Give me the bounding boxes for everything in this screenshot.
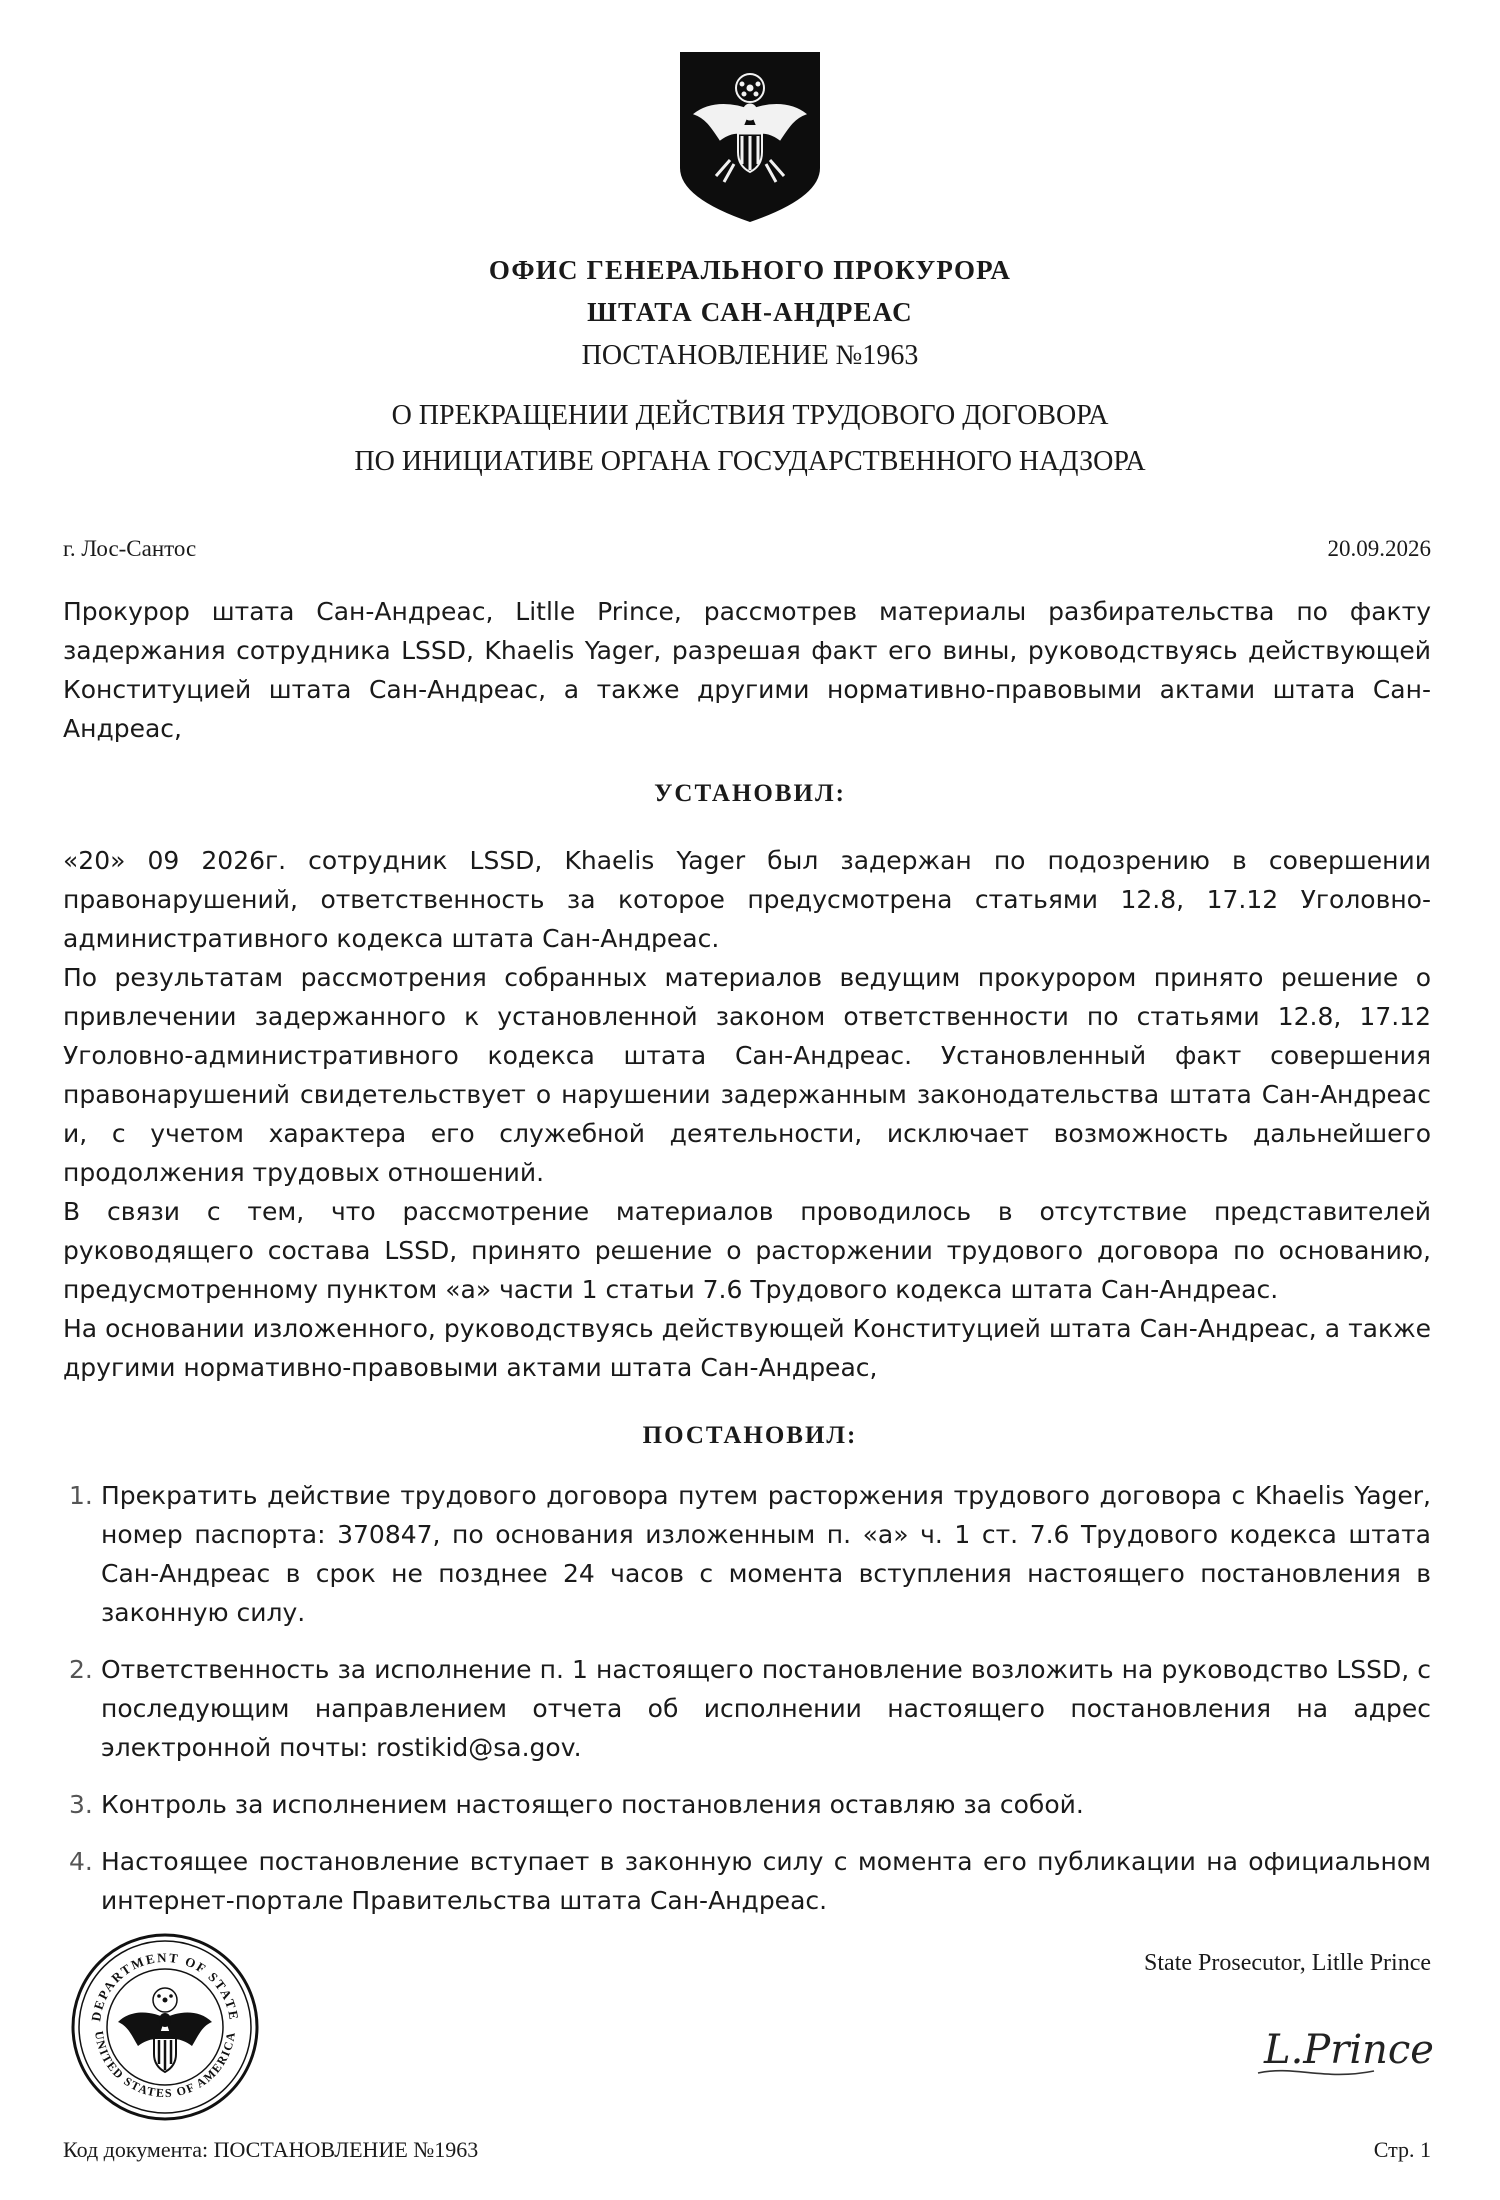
decision-number: 4.	[69, 1847, 93, 1876]
established-paragraph-1: «20» 09 2026г. сотрудник LSSD, Khaelis Yager был задержан по подозрению в совершении правонарушений, ответственность за которое предусмотрена статьями 12.8, 17.12 Уголовно-административного кодекса штата Сан-Андреас.	[63, 846, 1431, 953]
page-number: Стр. 1	[1373, 2137, 1431, 2162]
office-title-line1: ОФИС ГЕНЕРАЛЬНОГО ПРОКУРОРА	[488, 255, 1012, 285]
decision-text: Контроль за исполнением настоящего постановления оставляю за собой.	[101, 1790, 1084, 1819]
decision-number: 1.	[69, 1481, 93, 1510]
decision-item	[63, 1476, 1431, 1632]
signer-name: State Prosecutor, Litlle Prince	[1144, 1950, 1431, 1976]
city: г. Лос-Сантос	[63, 536, 197, 561]
decree-subject-line1: О ПРЕКРАЩЕНИИ ДЕЙСТВИЯ ТРУДОВОГО ДОГОВОРА	[391, 400, 1109, 431]
intro-paragraph: Прокурор штата Сан-Андреас, Litlle Prince, рассмотрев материалы разбирательства по факту задержания сотрудника LSSD, Khaelis Yager, разрешая факт его вины, руководствуясь действующей Конституцией штата Сан-Андреас, а также другими нормативно-правовыми актами штата Сан-Андреас,	[63, 597, 1431, 743]
office-title-line2: ШТАТА САН-АНДРЕАС	[587, 297, 913, 327]
svg-text:DEPARTMENT OF STATE: DEPARTMENT OF STATE	[88, 1949, 242, 2023]
eagle-emblem-icon	[676, 48, 824, 224]
established-title: УСТАНОВИЛ:	[654, 780, 846, 807]
decree-number: ПОСТАНОВЛЕНИЕ №1963	[581, 340, 919, 371]
decision-text: Ответственность за исполнение п. 1 настоящего постановление возложить на руководство LSSD, с последующим направлением отчета об исполнении настоящего постановления на адрес электронной почты: rostikid@sa.gov.	[101, 1655, 1431, 1762]
decision-item	[63, 1785, 1431, 1824]
department-seal-icon	[70, 1932, 260, 2122]
resolved-title: ПОСТАНОВИЛ:	[642, 1422, 858, 1449]
decision-item	[63, 1842, 1431, 1920]
svg-text:UNITED STATES OF AMERICA: UNITED STATES OF AMERICA	[91, 2030, 239, 2101]
decision-text: Настоящее постановление вступает в законную силу с момента его публикации на официальном интернет-портале Правительства штата Сан-Андреас.	[101, 1847, 1431, 1915]
document-code: Код документа: ПОСТАНОВЛЕНИЕ №1963	[63, 2137, 479, 2162]
decisions-list	[63, 1476, 1431, 1938]
handwritten-signature	[1254, 2015, 1434, 2085]
decision-text: Прекратить действие трудового договора путем расторжения трудового договора с Khaelis Yager, номер паспорта: 370847, по основания изложенным п. «а» ч. 1 ст. 7.6 Трудового кодекса штата Сан-Андреас в срок не позднее 24 часов с момента вступления настоящего постановления в законную силу.	[101, 1481, 1431, 1627]
established-paragraph-3: В связи с тем, что рассмотрение материалов проводилось в отсутствие представителей руководящего состава LSSD, принято решение о расторжении трудового договора по основанию, предусмотренному пунктом «а» части 1 статьи 7.6 Трудового кодекса штата Сан-Андреас.	[63, 1197, 1431, 1304]
svg-text:L.Prince: L.Prince	[1264, 2027, 1434, 2073]
decision-number: 3.	[69, 1790, 93, 1819]
document-date: 20.09.2026	[1327, 536, 1431, 561]
decision-number: 2.	[69, 1655, 93, 1684]
decision-item	[63, 1650, 1431, 1767]
decree-subject-line2: ПО ИНИЦИАТИВЕ ОРГАНА ГОСУДАРСТВЕННОГО НАДЗОРА	[354, 446, 1146, 477]
established-paragraph-4: На основании изложенного, руководствуясь действующей Конституцией штата Сан-Андреас, а также другими нормативно-правовыми актами штата Сан-Андреас,	[63, 1314, 1431, 1382]
established-paragraph-2: По результатам рассмотрения собранных материалов ведущим прокурором принято решение о привлечении задержанного к установленной законом ответственности по статьями 12.8, 17.12 Уголовно-административного кодекса штата Сан-Андреас. Установленный факт совершения правонарушений свидетельствует о нарушении задержанным законодательства штата Сан-Андреас и, с учетом характера его служебной деятельности, исключает возможность дальнейшего продолжения трудовых отношений.	[63, 963, 1431, 1187]
